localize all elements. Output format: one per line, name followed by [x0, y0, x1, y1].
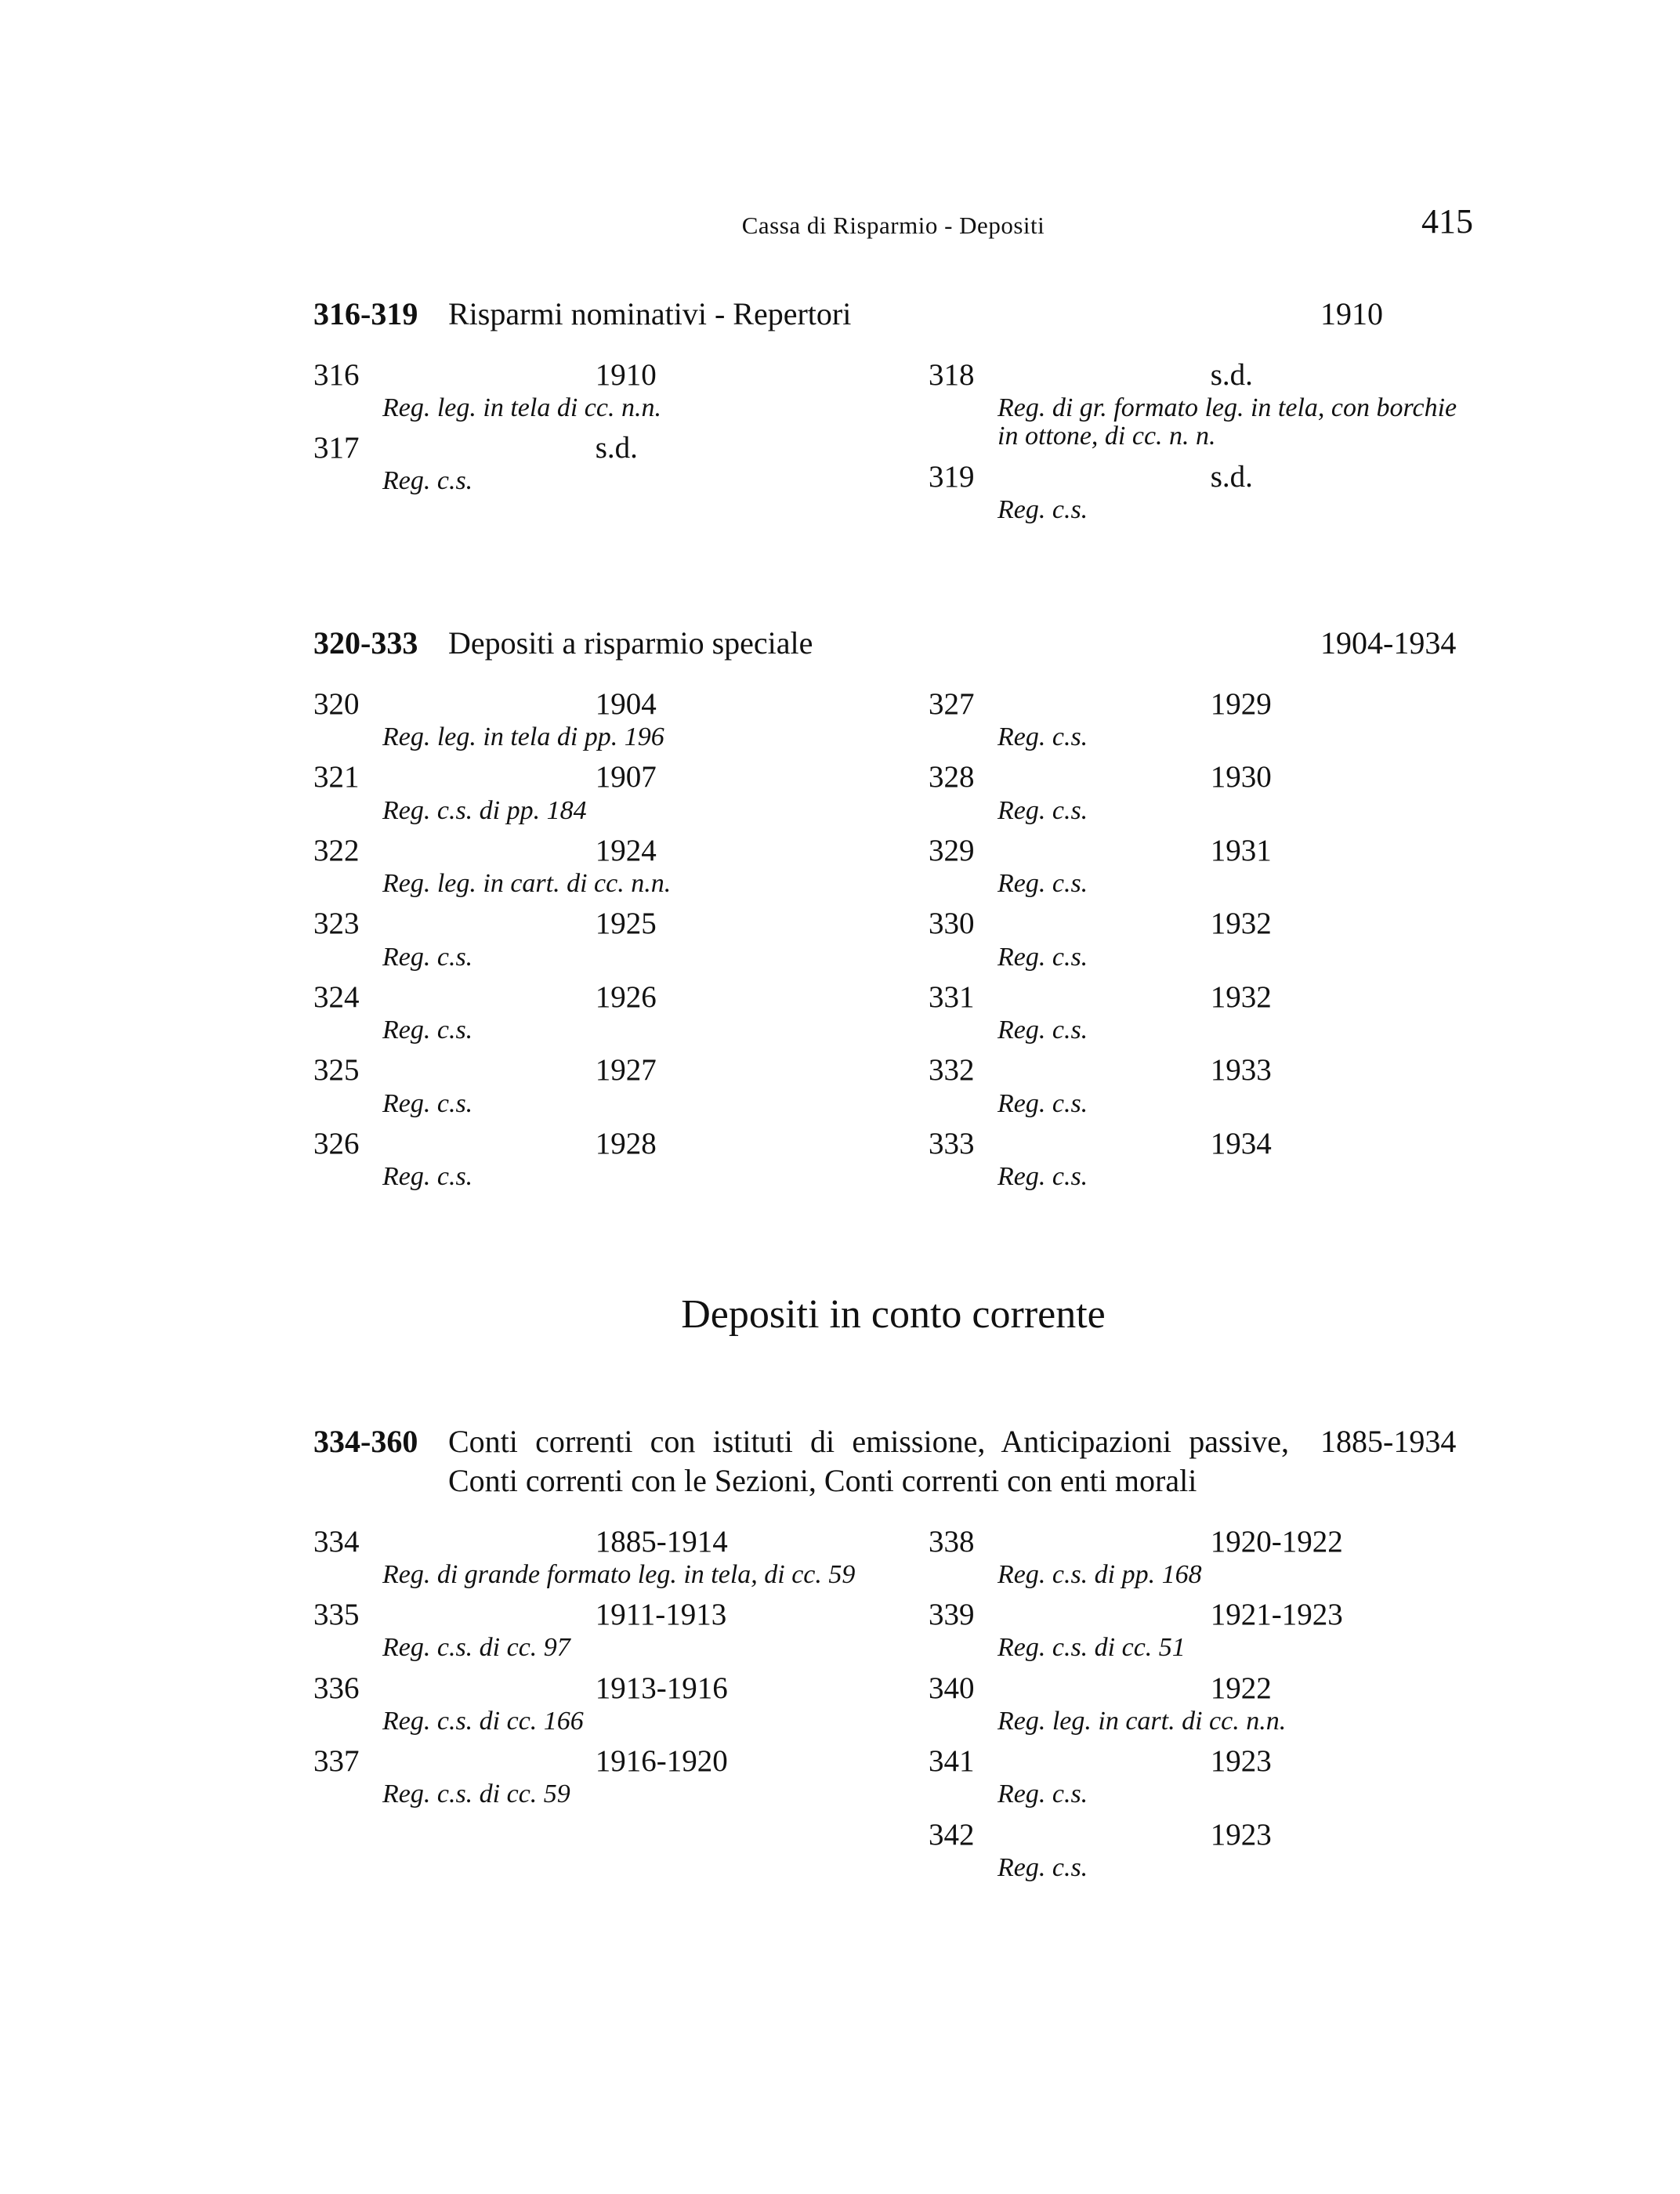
page-number: 415	[1421, 202, 1473, 241]
entry-number: 317	[313, 431, 360, 465]
inventory-entry	[313, 1526, 858, 1589]
inventory-entry	[313, 1054, 858, 1117]
entry-head	[313, 432, 858, 465]
entry-description: Reg. c.s.	[998, 795, 1088, 825]
entry-description: Reg. c.s.	[382, 1016, 473, 1045]
inventory-entry	[313, 1672, 858, 1736]
entry-number: 329	[929, 833, 975, 867]
entry-description: Reg. c.s.	[998, 722, 1088, 752]
entry-number: 330	[929, 907, 975, 941]
entry-head	[313, 1526, 858, 1559]
section-heading	[313, 624, 1473, 663]
entry-year: 1921-1923	[1210, 1598, 1343, 1632]
inventory-entry	[929, 835, 1473, 898]
section-range: 320-333	[313, 625, 418, 661]
entry-year: 1929	[1210, 686, 1272, 721]
section-heading	[313, 295, 1473, 334]
entry-year: 1926	[595, 979, 657, 1014]
entry-number: 331	[929, 979, 975, 1014]
entry-head	[929, 1598, 1473, 1631]
entry-number: 319	[929, 459, 975, 494]
section-title: Risparmi nominativi - Repertori	[448, 295, 852, 331]
inventory-section	[313, 295, 1473, 534]
section-years: 1910	[1320, 295, 1383, 331]
entry-head	[929, 981, 1473, 1014]
section-years: 1904-1934	[1320, 625, 1457, 661]
entry-head	[313, 688, 858, 721]
entry-description: Reg. di grande formato leg. in tela, di cc. 59	[382, 1559, 856, 1589]
entry-description: Reg. c.s.	[998, 1088, 1088, 1118]
entry-number: 324	[313, 979, 360, 1014]
entry-head	[313, 835, 858, 867]
inventory-entry	[929, 461, 1473, 524]
entry-head	[929, 835, 1473, 867]
entry-year: 1932	[1210, 907, 1272, 941]
entry-description: Reg. c.s.	[998, 1162, 1088, 1191]
left-column	[313, 1526, 858, 1892]
section-title: Depositi a risparmio speciale	[448, 625, 813, 661]
entry-number: 341	[929, 1744, 975, 1779]
entry-number: 316	[313, 357, 360, 392]
running-header-title: Cassa di Risparmio - Depositi	[741, 212, 1045, 239]
entry-year: 1930	[1210, 760, 1272, 795]
inventory-entry	[313, 907, 858, 971]
entry-number: 327	[929, 686, 975, 721]
entry-head	[929, 1054, 1473, 1087]
section-heading	[313, 1422, 1473, 1501]
inventory-entry	[929, 907, 1473, 971]
entry-number: 325	[313, 1053, 360, 1088]
entry-number: 318	[929, 357, 975, 392]
entry-year: 1910	[595, 357, 657, 392]
entry-columns	[313, 1526, 1473, 1892]
entry-year: 1920-1922	[1210, 1524, 1343, 1559]
entry-year: 1924	[595, 833, 657, 867]
inventory-section	[313, 1422, 1473, 1892]
page-content	[313, 202, 1473, 1982]
entry-year: 1928	[595, 1126, 657, 1160]
entry-head	[313, 907, 858, 940]
entry-number: 328	[929, 760, 975, 795]
inventory-entry	[929, 1526, 1473, 1589]
entry-number: 342	[929, 1817, 975, 1852]
entry-number: 326	[313, 1126, 360, 1160]
sections-container	[313, 295, 1473, 1892]
entry-head	[929, 1128, 1473, 1160]
entry-description: Reg. c.s.	[998, 942, 1088, 972]
entry-year: 1925	[595, 907, 657, 941]
entry-head	[313, 1054, 858, 1087]
inventory-entry	[929, 761, 1473, 824]
entry-head	[929, 688, 1473, 721]
entry-head	[313, 1672, 858, 1705]
entry-number: 321	[313, 760, 360, 795]
entry-year: 1911-1913	[595, 1598, 727, 1632]
entry-columns	[313, 359, 1473, 534]
entry-description: Reg. leg. in cart. di cc. n.n.	[998, 1706, 1287, 1736]
inventory-entry	[313, 359, 858, 422]
entry-description: Reg. c.s.	[998, 869, 1088, 899]
entry-year: 1904	[595, 686, 657, 721]
entry-description: Reg. di gr. formato leg. in tela, con borchie in ottone, di cc. n. n.	[998, 393, 1457, 451]
entry-description: Reg. c.s.	[998, 1016, 1088, 1045]
section-years: 1885-1934	[1320, 1423, 1457, 1459]
entry-year: 1927	[595, 1053, 657, 1088]
inventory-entry	[929, 981, 1473, 1045]
entry-number: 335	[313, 1598, 360, 1632]
right-column	[929, 1526, 1473, 1892]
entry-description: Reg. c.s. di cc. 166	[382, 1706, 584, 1736]
entry-year: 1922	[1210, 1671, 1272, 1705]
entry-year: 1916-1920	[595, 1744, 728, 1779]
entry-year: s.d.	[595, 431, 638, 465]
entry-description: Reg. c.s. di cc. 97	[382, 1633, 570, 1663]
entry-head	[313, 1598, 858, 1631]
entry-year: 1885-1914	[595, 1524, 728, 1559]
entry-number: 338	[929, 1524, 975, 1559]
entry-year: 1933	[1210, 1053, 1272, 1088]
section-range: 316-319	[313, 295, 418, 331]
entry-head	[929, 1672, 1473, 1705]
entry-description: Reg. c.s. di cc. 51	[998, 1633, 1186, 1663]
entry-description: Reg. c.s.	[382, 942, 473, 972]
entry-head	[313, 1745, 858, 1778]
entry-number: 332	[929, 1053, 975, 1088]
entry-head	[929, 461, 1473, 494]
right-column	[929, 359, 1473, 534]
entry-description: Reg. c.s.	[998, 494, 1088, 524]
entry-year: 1913-1916	[595, 1671, 728, 1705]
entry-number: 340	[929, 1671, 975, 1705]
inventory-entry	[313, 981, 858, 1045]
page-header	[313, 202, 1473, 241]
inventory-entry	[313, 1598, 858, 1662]
inventory-entry	[929, 1598, 1473, 1662]
entry-year: s.d.	[1210, 357, 1253, 392]
entry-head	[313, 761, 858, 794]
part-heading: Depositi in conto corrente	[681, 1292, 1106, 1338]
inventory-entry	[313, 688, 858, 751]
entry-description: Reg. leg. in tela di cc. n.n.	[382, 393, 661, 422]
entry-description: Reg. c.s.	[998, 1852, 1088, 1882]
entry-columns	[313, 688, 1473, 1200]
entry-head	[929, 761, 1473, 794]
entry-description: Reg. c.s. di cc. 59	[382, 1779, 570, 1809]
entry-description: Reg. c.s.	[382, 1088, 473, 1118]
inventory-entry	[929, 688, 1473, 751]
inventory-entry	[313, 432, 858, 495]
inventory-entry	[929, 359, 1473, 451]
entry-year: 1923	[1210, 1817, 1272, 1852]
entry-head	[929, 1526, 1473, 1559]
entry-year: 1923	[1210, 1744, 1272, 1779]
entry-description: Reg. c.s.	[998, 1779, 1088, 1809]
entry-year: 1932	[1210, 979, 1272, 1014]
entry-description: Reg. leg. in tela di pp. 196	[382, 722, 664, 752]
entry-description: Reg. c.s. di pp. 184	[382, 795, 587, 825]
inventory-entry	[929, 1054, 1473, 1117]
inventory-entry	[929, 1128, 1473, 1191]
entry-head	[929, 1819, 1473, 1852]
entry-head	[313, 1128, 858, 1160]
inventory-entry	[929, 1672, 1473, 1736]
entry-description: Reg. leg. in cart. di cc. n.n.	[382, 869, 672, 899]
entry-description: Reg. c.s. di pp. 168	[998, 1559, 1202, 1589]
entry-head	[929, 359, 1473, 392]
inventory-entry	[313, 835, 858, 898]
entry-number: 334	[313, 1524, 360, 1559]
inventory-entry	[313, 1745, 858, 1808]
entry-head	[313, 359, 858, 392]
section-range: 334-360	[313, 1423, 418, 1459]
entry-number: 336	[313, 1671, 360, 1705]
inventory-entry	[929, 1745, 1473, 1808]
inventory-entry	[313, 1128, 858, 1191]
entry-year: s.d.	[1210, 459, 1253, 494]
section-title: Conti correnti con istituti di emissione, Anticipazioni passive, Conti correnti con le Sezioni, Conti correnti con enti morali	[448, 1423, 1289, 1498]
entry-number: 320	[313, 686, 360, 721]
entry-year: 1907	[595, 760, 657, 795]
entry-year: 1931	[1210, 833, 1272, 867]
entry-head	[929, 1745, 1473, 1778]
entry-number: 339	[929, 1598, 975, 1632]
left-column	[313, 688, 858, 1200]
entry-head	[313, 981, 858, 1014]
left-column	[313, 359, 858, 534]
entry-number: 323	[313, 907, 360, 941]
entry-head	[929, 907, 1473, 940]
entry-description: Reg. c.s.	[382, 466, 473, 496]
right-column	[929, 688, 1473, 1200]
entry-year: 1934	[1210, 1126, 1272, 1160]
inventory-entry	[313, 761, 858, 824]
entry-number: 333	[929, 1126, 975, 1160]
entry-description: Reg. c.s.	[382, 1162, 473, 1191]
entry-number: 337	[313, 1744, 360, 1779]
entry-number: 322	[313, 833, 360, 867]
inventory-entry	[929, 1819, 1473, 1882]
inventory-section	[313, 624, 1473, 1200]
